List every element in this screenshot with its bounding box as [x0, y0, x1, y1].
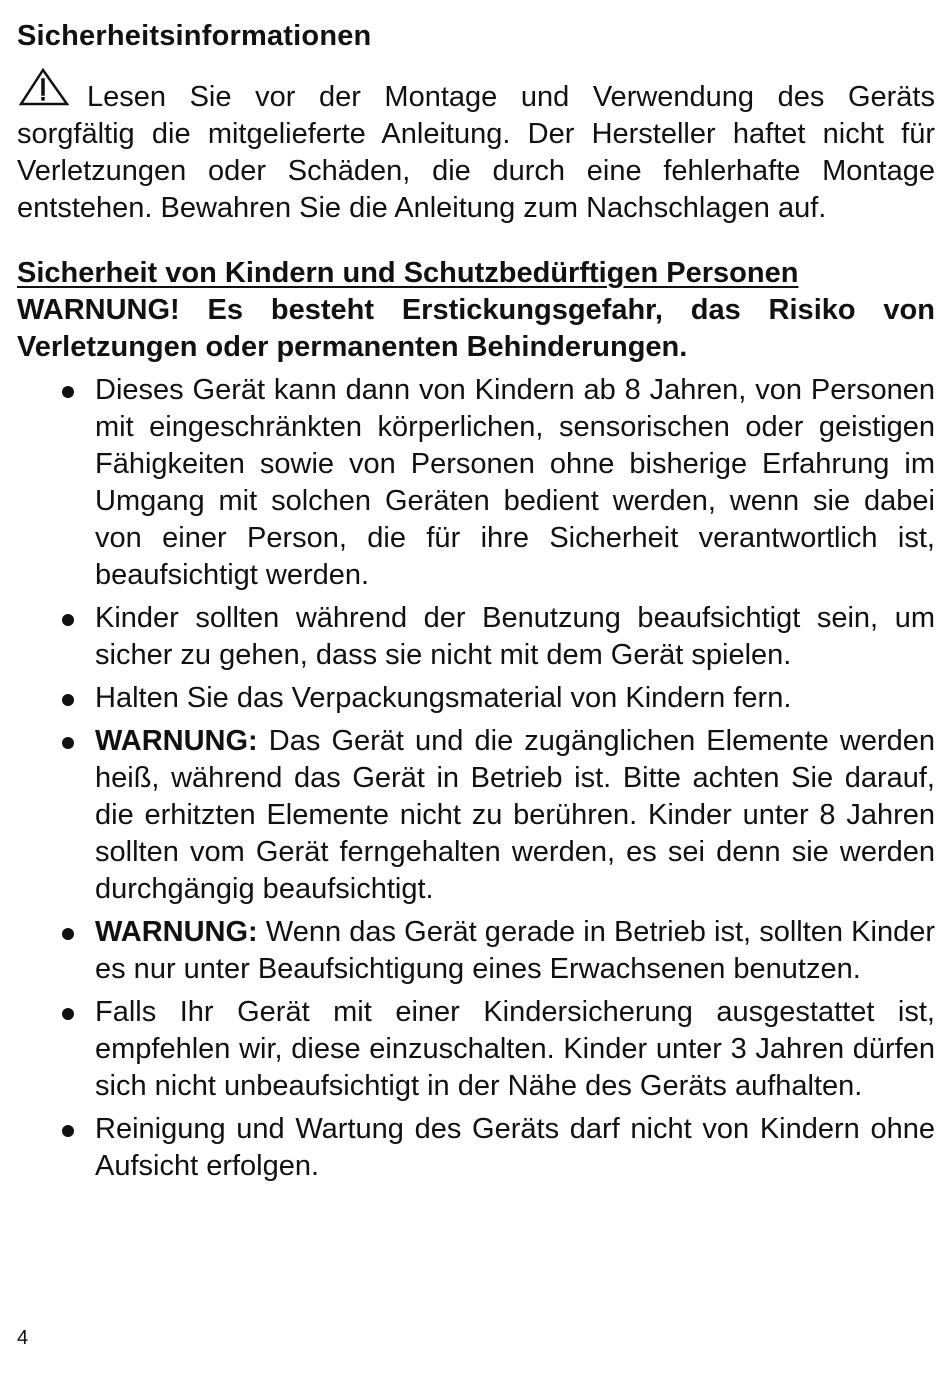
list-item [17, 680, 935, 717]
intro-text: Lesen Sie vor der Montage und Verwendung des Geräts sorgfältig die mitgelieferte Anleitung. Der Hersteller haftet nicht für Verletzungen oder Schäden, die durch eine fehlerhafte Montage entstehen. Bewahren Sie die Anleitung zum Nachschlagen auf. [17, 81, 935, 224]
section-title: Sicherheit von Kindern und Schutzbedürftigen Personen [17, 257, 799, 289]
list-item-text: Halten Sie das Verpackungsmaterial von Kindern fern. [95, 682, 792, 714]
list-item-text: Das Gerät und die zugänglichen Elemente werden heiß, während das Gerät in Betrieb ist. Bitte achten Sie darauf, die erhitzten Elemente nicht zu berühren. Kinder unter 8 Jahren sollten vom Gerät ferngehalten werden, es sei denn sie werden durchgängig beaufsichtigt. [95, 725, 935, 905]
warning-triangle-icon [17, 68, 71, 108]
page-number: 4 [17, 1327, 29, 1349]
bullet-icon [62, 694, 74, 706]
bullet-icon [62, 614, 74, 626]
document-title: Sicherheitsinformationen [17, 20, 372, 52]
bullet-icon [62, 1008, 74, 1020]
list-item-text: Kinder sollten während der Benutzung beaufsichtigt sein, um sicher zu gehen, dass sie nicht mit dem Gerät spielen. [95, 602, 935, 671]
bullet-icon [62, 737, 74, 749]
list-item-text: Falls Ihr Gerät mit einer Kindersicherung ausgestattet ist, empfehlen wir, diese einzuschalten. Kinder unter 3 Jahren dürfen sich nicht unbeaufsichtigt in der Nähe des Geräts aufhalten. [95, 996, 935, 1102]
list-item-text: Wenn das Gerät gerade in Betrieb ist, sollten Kinder es nur unter Beaufsichtigung eines Erwachsenen benutzen. [95, 916, 935, 985]
list-item [17, 994, 935, 1105]
bullet-icon [62, 386, 74, 398]
list-item [17, 1111, 935, 1185]
list-item [17, 600, 935, 674]
document-page [17, 18, 935, 1191]
bullet-icon [62, 1125, 74, 1137]
safety-list [17, 372, 935, 1185]
list-item-text: Reinigung und Wartung des Geräts darf nicht von Kindern ohne Aufsicht erfolgen. [95, 1113, 935, 1182]
warning-prefix: WARNUNG: [95, 725, 258, 757]
list-item-text: Dieses Gerät kann dann von Kindern ab 8 Jahren, von Personen mit eingeschränkten körperlichen, sensorischen oder geistigen Fähigkeiten sowie von Personen ohne bisherige Erfahrung im Umgang mit solchen Geräten bedient werden, wenn sie dabei von einer Person, die für ihre Sicherheit verantwortlich ist, beaufsichtigt werden. [95, 374, 935, 591]
bullet-icon [62, 928, 74, 940]
list-item [17, 723, 935, 908]
warning-lead: WARNUNG! Es besteht Erstickungsgefahr, das Risiko von Verletzungen oder permanenten Behinderungen. [17, 294, 935, 363]
list-item [17, 914, 935, 988]
intro-paragraph [17, 68, 935, 227]
warning-prefix: WARNUNG: [95, 916, 258, 948]
list-item [17, 372, 935, 594]
